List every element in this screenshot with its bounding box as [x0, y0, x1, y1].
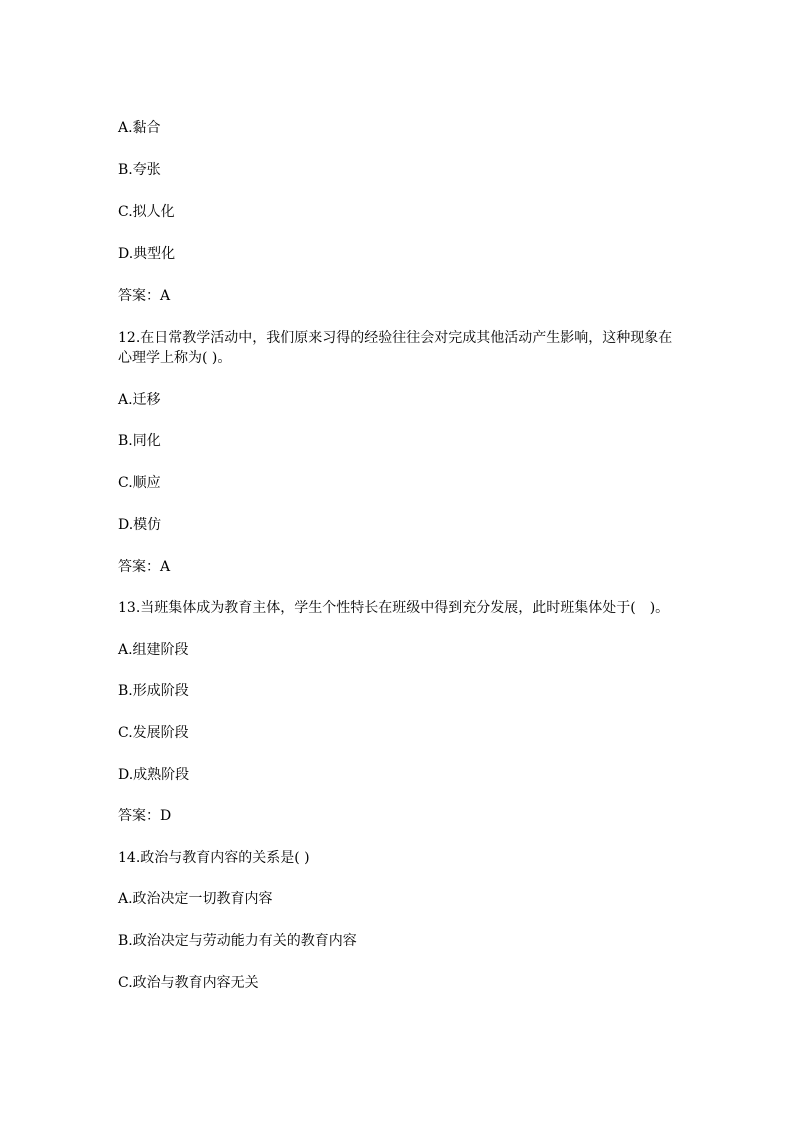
- option-a-q13: A.组建阶段: [118, 642, 189, 658]
- answer-q11: 答案：A: [118, 288, 171, 304]
- question-14: 14.政治与教育内容的关系是( ): [118, 850, 310, 866]
- option-c-q11: C.拟人化: [118, 204, 175, 220]
- answer-q13: 答案：D: [118, 808, 172, 824]
- answer-q12: 答案：A: [118, 559, 171, 575]
- option-d-q13: D.成熟阶段: [118, 767, 190, 783]
- option-c-q14: C.政治与教育内容无关: [118, 975, 259, 991]
- option-c-q13: C.发展阶段: [118, 725, 189, 741]
- option-b-q11: B.夸张: [118, 162, 161, 178]
- option-d-q11: D.典型化: [118, 246, 176, 262]
- option-b-q13: B.形成阶段: [118, 683, 189, 699]
- question-12-line2: 心理学上称为( )。: [118, 350, 232, 366]
- option-b-q14: B.政治决定与劳动能力有关的教育内容: [118, 933, 357, 949]
- question-12-line1: 12.在日常教学活动中，我们原来习得的经验往往会对完成其他活动产生影响，这种现象在: [118, 330, 673, 346]
- option-a-q14: A.政治决定一切教育内容: [118, 891, 273, 907]
- option-a-q11: A.黏合: [118, 120, 161, 136]
- option-b-q12: B.同化: [118, 433, 161, 449]
- option-d-q12: D.模仿: [118, 517, 162, 533]
- option-c-q12: C.顺应: [118, 475, 161, 491]
- question-13: 13.当班集体成为教育主体，学生个性特长在班级中得到充分发展，此时班集体处于( )。: [118, 600, 670, 616]
- option-a-q12: A.迁移: [118, 392, 161, 408]
